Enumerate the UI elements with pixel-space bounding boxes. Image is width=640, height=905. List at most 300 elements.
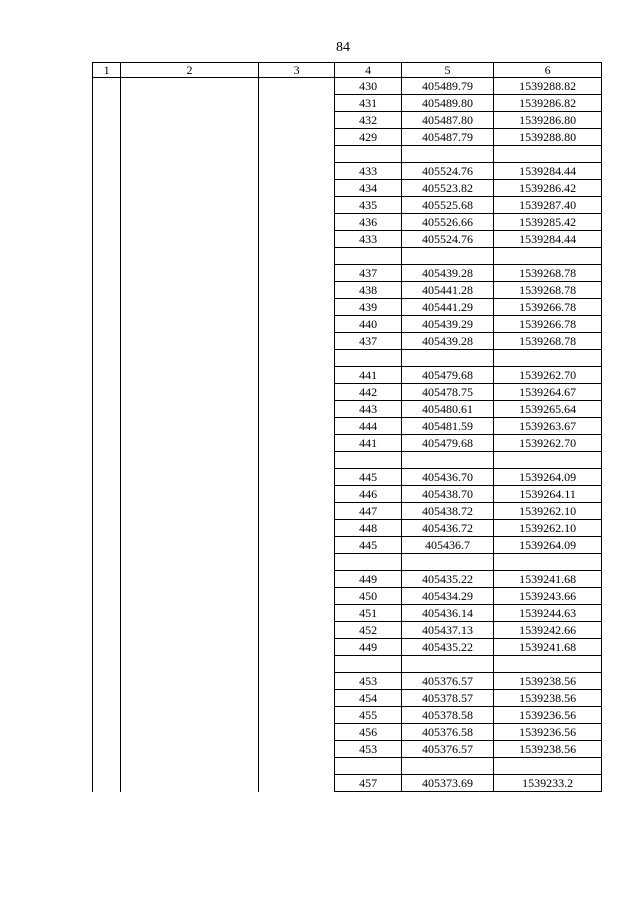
point-number-cell: 449 xyxy=(335,571,401,588)
point-number-cell: 440 xyxy=(335,316,401,333)
y-coordinate-cell: 1539264.11 xyxy=(494,486,602,503)
empty-cell xyxy=(121,724,259,741)
x-coordinate-cell: 405524.76 xyxy=(401,163,494,180)
table-row xyxy=(93,707,602,724)
x-coordinate-cell xyxy=(401,452,494,469)
point-number-cell: 441 xyxy=(335,435,401,452)
table-row xyxy=(93,486,602,503)
empty-cell xyxy=(93,418,121,435)
y-coordinate-cell: 1539236.56 xyxy=(494,707,602,724)
empty-cell xyxy=(258,316,334,333)
header-cell: 3 xyxy=(258,63,334,78)
x-coordinate-cell xyxy=(401,554,494,571)
table-row xyxy=(93,622,602,639)
y-coordinate-cell: 1539241.68 xyxy=(494,639,602,656)
y-coordinate-cell: 1539286.80 xyxy=(494,112,602,129)
point-number-cell: 451 xyxy=(335,605,401,622)
table-row xyxy=(93,724,602,741)
x-coordinate-cell: 405438.70 xyxy=(401,486,494,503)
y-coordinate-cell: 1539288.82 xyxy=(494,78,602,95)
table-row xyxy=(93,639,602,656)
x-coordinate-cell: 405439.28 xyxy=(401,333,494,350)
empty-cell xyxy=(93,129,121,146)
point-number-cell: 444 xyxy=(335,418,401,435)
table-row xyxy=(93,588,602,605)
point-number-cell: 453 xyxy=(335,673,401,690)
table-row xyxy=(93,435,602,452)
empty-cell xyxy=(121,129,259,146)
y-coordinate-cell xyxy=(494,146,602,163)
empty-cell xyxy=(93,78,121,95)
x-coordinate-cell: 405438.72 xyxy=(401,503,494,520)
empty-cell xyxy=(93,571,121,588)
point-number-cell: 429 xyxy=(335,129,401,146)
point-number-cell: 438 xyxy=(335,282,401,299)
empty-cell xyxy=(258,282,334,299)
empty-cell xyxy=(93,146,121,163)
x-coordinate-cell: 405437.13 xyxy=(401,622,494,639)
table-row xyxy=(93,112,602,129)
empty-cell xyxy=(258,554,334,571)
empty-cell xyxy=(258,486,334,503)
empty-cell xyxy=(121,248,259,265)
x-coordinate-cell: 405376.58 xyxy=(401,724,494,741)
empty-cell xyxy=(121,571,259,588)
y-coordinate-cell: 1539286.82 xyxy=(494,95,602,112)
empty-cell xyxy=(93,520,121,537)
header-cell: 5 xyxy=(401,63,494,78)
empty-cell xyxy=(258,180,334,197)
table-row xyxy=(93,129,602,146)
x-coordinate-cell: 405489.79 xyxy=(401,78,494,95)
empty-cell xyxy=(93,741,121,758)
point-number-cell: 437 xyxy=(335,333,401,350)
point-number-cell: 439 xyxy=(335,299,401,316)
x-coordinate-cell: 405436.72 xyxy=(401,520,494,537)
point-number-cell xyxy=(335,554,401,571)
table-row xyxy=(93,673,602,690)
y-coordinate-cell xyxy=(494,656,602,673)
table-row xyxy=(93,265,602,282)
x-coordinate-cell: 405480.61 xyxy=(401,401,494,418)
table-row xyxy=(93,146,602,163)
y-coordinate-cell: 1539263.67 xyxy=(494,418,602,435)
point-number-cell: 433 xyxy=(335,163,401,180)
table-row xyxy=(93,95,602,112)
point-number-cell: 452 xyxy=(335,622,401,639)
x-coordinate-cell: 405378.58 xyxy=(401,707,494,724)
point-number-cell: 449 xyxy=(335,639,401,656)
header-cell: 4 xyxy=(335,63,401,78)
y-coordinate-cell: 1539285.42 xyxy=(494,214,602,231)
y-coordinate-cell: 1539266.78 xyxy=(494,299,602,316)
point-number-cell xyxy=(335,248,401,265)
x-coordinate-cell xyxy=(401,350,494,367)
empty-cell xyxy=(121,418,259,435)
point-number-cell: 447 xyxy=(335,503,401,520)
x-coordinate-cell: 405435.22 xyxy=(401,571,494,588)
empty-cell xyxy=(93,95,121,112)
empty-cell xyxy=(258,418,334,435)
table-row xyxy=(93,367,602,384)
header-cell: 6 xyxy=(494,63,602,78)
empty-cell xyxy=(121,469,259,486)
y-coordinate-cell: 1539264.09 xyxy=(494,537,602,554)
empty-cell xyxy=(121,299,259,316)
empty-cell xyxy=(121,367,259,384)
header-row xyxy=(93,63,602,78)
empty-cell xyxy=(93,673,121,690)
x-coordinate-cell: 405373.69 xyxy=(401,775,494,792)
empty-cell xyxy=(121,503,259,520)
y-coordinate-cell: 1539262.70 xyxy=(494,367,602,384)
empty-cell xyxy=(121,401,259,418)
y-coordinate-cell: 1539236.56 xyxy=(494,724,602,741)
table-row xyxy=(93,656,602,673)
table-row xyxy=(93,197,602,214)
empty-cell xyxy=(258,367,334,384)
empty-cell xyxy=(93,503,121,520)
empty-cell xyxy=(258,656,334,673)
x-coordinate-cell: 405481.59 xyxy=(401,418,494,435)
y-coordinate-cell: 1539262.10 xyxy=(494,520,602,537)
empty-cell xyxy=(93,197,121,214)
x-coordinate-cell: 405376.57 xyxy=(401,673,494,690)
empty-cell xyxy=(121,163,259,180)
empty-cell xyxy=(121,486,259,503)
coordinates-table xyxy=(92,62,602,792)
table-row xyxy=(93,537,602,554)
empty-cell xyxy=(258,707,334,724)
empty-cell xyxy=(93,384,121,401)
empty-cell xyxy=(121,537,259,554)
header-cell: 1 xyxy=(93,63,121,78)
y-coordinate-cell xyxy=(494,758,602,775)
empty-cell xyxy=(258,146,334,163)
empty-cell xyxy=(93,469,121,486)
empty-cell xyxy=(93,180,121,197)
empty-cell xyxy=(121,78,259,95)
point-number-cell: 434 xyxy=(335,180,401,197)
table-row xyxy=(93,690,602,707)
y-coordinate-cell: 1539287.40 xyxy=(494,197,602,214)
empty-cell xyxy=(121,197,259,214)
x-coordinate-cell: 405441.29 xyxy=(401,299,494,316)
empty-cell xyxy=(93,401,121,418)
empty-cell xyxy=(93,605,121,622)
y-coordinate-cell: 1539265.64 xyxy=(494,401,602,418)
y-coordinate-cell xyxy=(494,554,602,571)
point-number-cell: 443 xyxy=(335,401,401,418)
x-coordinate-cell: 405523.82 xyxy=(401,180,494,197)
x-coordinate-cell: 405487.80 xyxy=(401,112,494,129)
table-row xyxy=(93,469,602,486)
point-number-cell xyxy=(335,452,401,469)
empty-cell xyxy=(93,282,121,299)
point-number-cell xyxy=(335,146,401,163)
empty-cell xyxy=(258,520,334,537)
table-row xyxy=(93,571,602,588)
empty-cell xyxy=(93,724,121,741)
empty-cell xyxy=(258,690,334,707)
empty-cell xyxy=(258,231,334,248)
empty-cell xyxy=(258,350,334,367)
table-row xyxy=(93,503,602,520)
empty-cell xyxy=(258,588,334,605)
empty-cell xyxy=(93,265,121,282)
table-row xyxy=(93,214,602,231)
empty-cell xyxy=(93,350,121,367)
y-coordinate-cell: 1539243.66 xyxy=(494,588,602,605)
y-coordinate-cell: 1539288.80 xyxy=(494,129,602,146)
empty-cell xyxy=(121,605,259,622)
table-row xyxy=(93,775,602,792)
empty-cell xyxy=(258,775,334,792)
x-coordinate-cell: 405526.66 xyxy=(401,214,494,231)
point-number-cell: 453 xyxy=(335,741,401,758)
x-coordinate-cell: 405487.79 xyxy=(401,129,494,146)
empty-cell xyxy=(258,639,334,656)
empty-cell xyxy=(93,639,121,656)
x-coordinate-cell: 405378.57 xyxy=(401,690,494,707)
empty-cell xyxy=(258,248,334,265)
empty-cell xyxy=(258,129,334,146)
point-number-cell: 442 xyxy=(335,384,401,401)
empty-cell xyxy=(93,537,121,554)
x-coordinate-cell: 405479.68 xyxy=(401,367,494,384)
empty-cell xyxy=(258,78,334,95)
coordinates-table-container xyxy=(92,62,602,830)
y-coordinate-cell: 1539262.70 xyxy=(494,435,602,452)
table-row xyxy=(93,605,602,622)
empty-cell xyxy=(121,707,259,724)
x-coordinate-cell xyxy=(401,248,494,265)
point-number-cell: 435 xyxy=(335,197,401,214)
empty-cell xyxy=(121,741,259,758)
point-number-cell: 441 xyxy=(335,367,401,384)
empty-cell xyxy=(121,384,259,401)
point-number-cell: 430 xyxy=(335,78,401,95)
table-row xyxy=(93,520,602,537)
y-coordinate-cell: 1539262.10 xyxy=(494,503,602,520)
empty-cell xyxy=(121,112,259,129)
empty-cell xyxy=(93,214,121,231)
empty-cell xyxy=(258,605,334,622)
x-coordinate-cell: 405434.29 xyxy=(401,588,494,605)
empty-cell xyxy=(258,469,334,486)
x-coordinate-cell: 405436.7 xyxy=(401,537,494,554)
table-row xyxy=(93,316,602,333)
empty-cell xyxy=(121,622,259,639)
empty-cell xyxy=(93,554,121,571)
point-number-cell: 450 xyxy=(335,588,401,605)
table-row xyxy=(93,78,602,95)
empty-cell xyxy=(121,146,259,163)
y-coordinate-cell: 1539244.63 xyxy=(494,605,602,622)
table-row xyxy=(93,163,602,180)
point-number-cell: 454 xyxy=(335,690,401,707)
y-coordinate-cell: 1539284.44 xyxy=(494,231,602,248)
point-number-cell xyxy=(335,350,401,367)
point-number-cell: 456 xyxy=(335,724,401,741)
empty-cell xyxy=(258,758,334,775)
point-number-cell: 455 xyxy=(335,707,401,724)
y-coordinate-cell: 1539233.2 xyxy=(494,775,602,792)
empty-cell xyxy=(258,299,334,316)
x-coordinate-cell: 405439.29 xyxy=(401,316,494,333)
x-coordinate-cell: 405441.28 xyxy=(401,282,494,299)
x-coordinate-cell: 405524.76 xyxy=(401,231,494,248)
y-coordinate-cell xyxy=(494,452,602,469)
empty-cell xyxy=(121,180,259,197)
empty-cell xyxy=(258,214,334,231)
empty-cell xyxy=(121,452,259,469)
empty-cell xyxy=(258,537,334,554)
x-coordinate-cell: 405436.70 xyxy=(401,469,494,486)
empty-cell xyxy=(93,452,121,469)
empty-cell xyxy=(121,758,259,775)
y-coordinate-cell: 1539241.68 xyxy=(494,571,602,588)
x-coordinate-cell: 405479.68 xyxy=(401,435,494,452)
empty-cell xyxy=(121,265,259,282)
empty-cell xyxy=(258,673,334,690)
empty-cell xyxy=(258,333,334,350)
point-number-cell: 431 xyxy=(335,95,401,112)
table-row xyxy=(93,384,602,401)
empty-cell xyxy=(93,299,121,316)
empty-cell xyxy=(258,435,334,452)
x-coordinate-cell: 405489.80 xyxy=(401,95,494,112)
point-number-cell: 448 xyxy=(335,520,401,537)
x-coordinate-cell: 405376.57 xyxy=(401,741,494,758)
empty-cell xyxy=(93,435,121,452)
empty-cell xyxy=(121,214,259,231)
y-coordinate-cell: 1539264.67 xyxy=(494,384,602,401)
empty-cell xyxy=(121,673,259,690)
x-coordinate-cell xyxy=(401,146,494,163)
empty-cell xyxy=(93,367,121,384)
table-row xyxy=(93,282,602,299)
empty-cell xyxy=(93,588,121,605)
empty-cell xyxy=(121,639,259,656)
point-number-cell: 445 xyxy=(335,469,401,486)
empty-cell xyxy=(121,435,259,452)
empty-cell xyxy=(258,163,334,180)
table-row xyxy=(93,231,602,248)
empty-cell xyxy=(258,112,334,129)
x-coordinate-cell: 405525.68 xyxy=(401,197,494,214)
empty-cell xyxy=(93,486,121,503)
y-coordinate-cell: 1539284.44 xyxy=(494,163,602,180)
empty-cell xyxy=(121,690,259,707)
empty-cell xyxy=(258,401,334,418)
empty-cell xyxy=(258,724,334,741)
point-number-cell xyxy=(335,656,401,673)
empty-cell xyxy=(258,622,334,639)
y-coordinate-cell: 1539238.56 xyxy=(494,741,602,758)
y-coordinate-cell: 1539268.78 xyxy=(494,333,602,350)
empty-cell xyxy=(93,758,121,775)
empty-cell xyxy=(121,333,259,350)
x-coordinate-cell: 405435.22 xyxy=(401,639,494,656)
empty-cell xyxy=(121,588,259,605)
empty-cell xyxy=(258,384,334,401)
x-coordinate-cell xyxy=(401,656,494,673)
x-coordinate-cell: 405478.75 xyxy=(401,384,494,401)
table-row xyxy=(93,741,602,758)
y-coordinate-cell: 1539266.78 xyxy=(494,316,602,333)
point-number-cell: 433 xyxy=(335,231,401,248)
point-number-cell: 437 xyxy=(335,265,401,282)
empty-cell xyxy=(258,197,334,214)
empty-cell xyxy=(121,95,259,112)
empty-cell xyxy=(121,656,259,673)
empty-cell xyxy=(258,741,334,758)
y-coordinate-cell: 1539268.78 xyxy=(494,282,602,299)
empty-cell xyxy=(93,622,121,639)
empty-cell xyxy=(121,282,259,299)
empty-cell xyxy=(121,775,259,792)
table-row xyxy=(93,350,602,367)
empty-cell xyxy=(121,316,259,333)
empty-cell xyxy=(121,350,259,367)
y-coordinate-cell: 1539268.78 xyxy=(494,265,602,282)
table-row xyxy=(93,452,602,469)
y-coordinate-cell xyxy=(494,350,602,367)
empty-cell xyxy=(93,248,121,265)
y-coordinate-cell: 1539238.56 xyxy=(494,690,602,707)
empty-cell xyxy=(93,316,121,333)
empty-cell xyxy=(93,112,121,129)
empty-cell xyxy=(93,163,121,180)
empty-cell xyxy=(121,520,259,537)
empty-cell xyxy=(93,775,121,792)
y-coordinate-cell: 1539286.42 xyxy=(494,180,602,197)
empty-cell xyxy=(121,554,259,571)
y-coordinate-cell: 1539264.09 xyxy=(494,469,602,486)
point-number-cell: 457 xyxy=(335,775,401,792)
table-row xyxy=(93,554,602,571)
x-coordinate-cell xyxy=(401,758,494,775)
table-row xyxy=(93,758,602,775)
x-coordinate-cell: 405436.14 xyxy=(401,605,494,622)
y-coordinate-cell: 1539242.66 xyxy=(494,622,602,639)
table-row xyxy=(93,180,602,197)
point-number-cell: 432 xyxy=(335,112,401,129)
point-number-cell: 445 xyxy=(335,537,401,554)
table-row xyxy=(93,299,602,316)
table-row xyxy=(93,333,602,350)
x-coordinate-cell: 405439.28 xyxy=(401,265,494,282)
empty-cell xyxy=(258,503,334,520)
empty-cell xyxy=(121,231,259,248)
table-row xyxy=(93,418,602,435)
empty-cell xyxy=(93,231,121,248)
empty-cell xyxy=(258,452,334,469)
empty-cell xyxy=(258,95,334,112)
point-number-cell: 446 xyxy=(335,486,401,503)
empty-cell xyxy=(93,707,121,724)
header-cell: 2 xyxy=(121,63,259,78)
empty-cell xyxy=(258,571,334,588)
table-row xyxy=(93,401,602,418)
y-coordinate-cell: 1539238.56 xyxy=(494,673,602,690)
point-number-cell xyxy=(335,758,401,775)
y-coordinate-cell xyxy=(494,248,602,265)
empty-cell xyxy=(93,333,121,350)
page-number: 84 xyxy=(336,40,350,55)
table-body xyxy=(93,78,602,792)
